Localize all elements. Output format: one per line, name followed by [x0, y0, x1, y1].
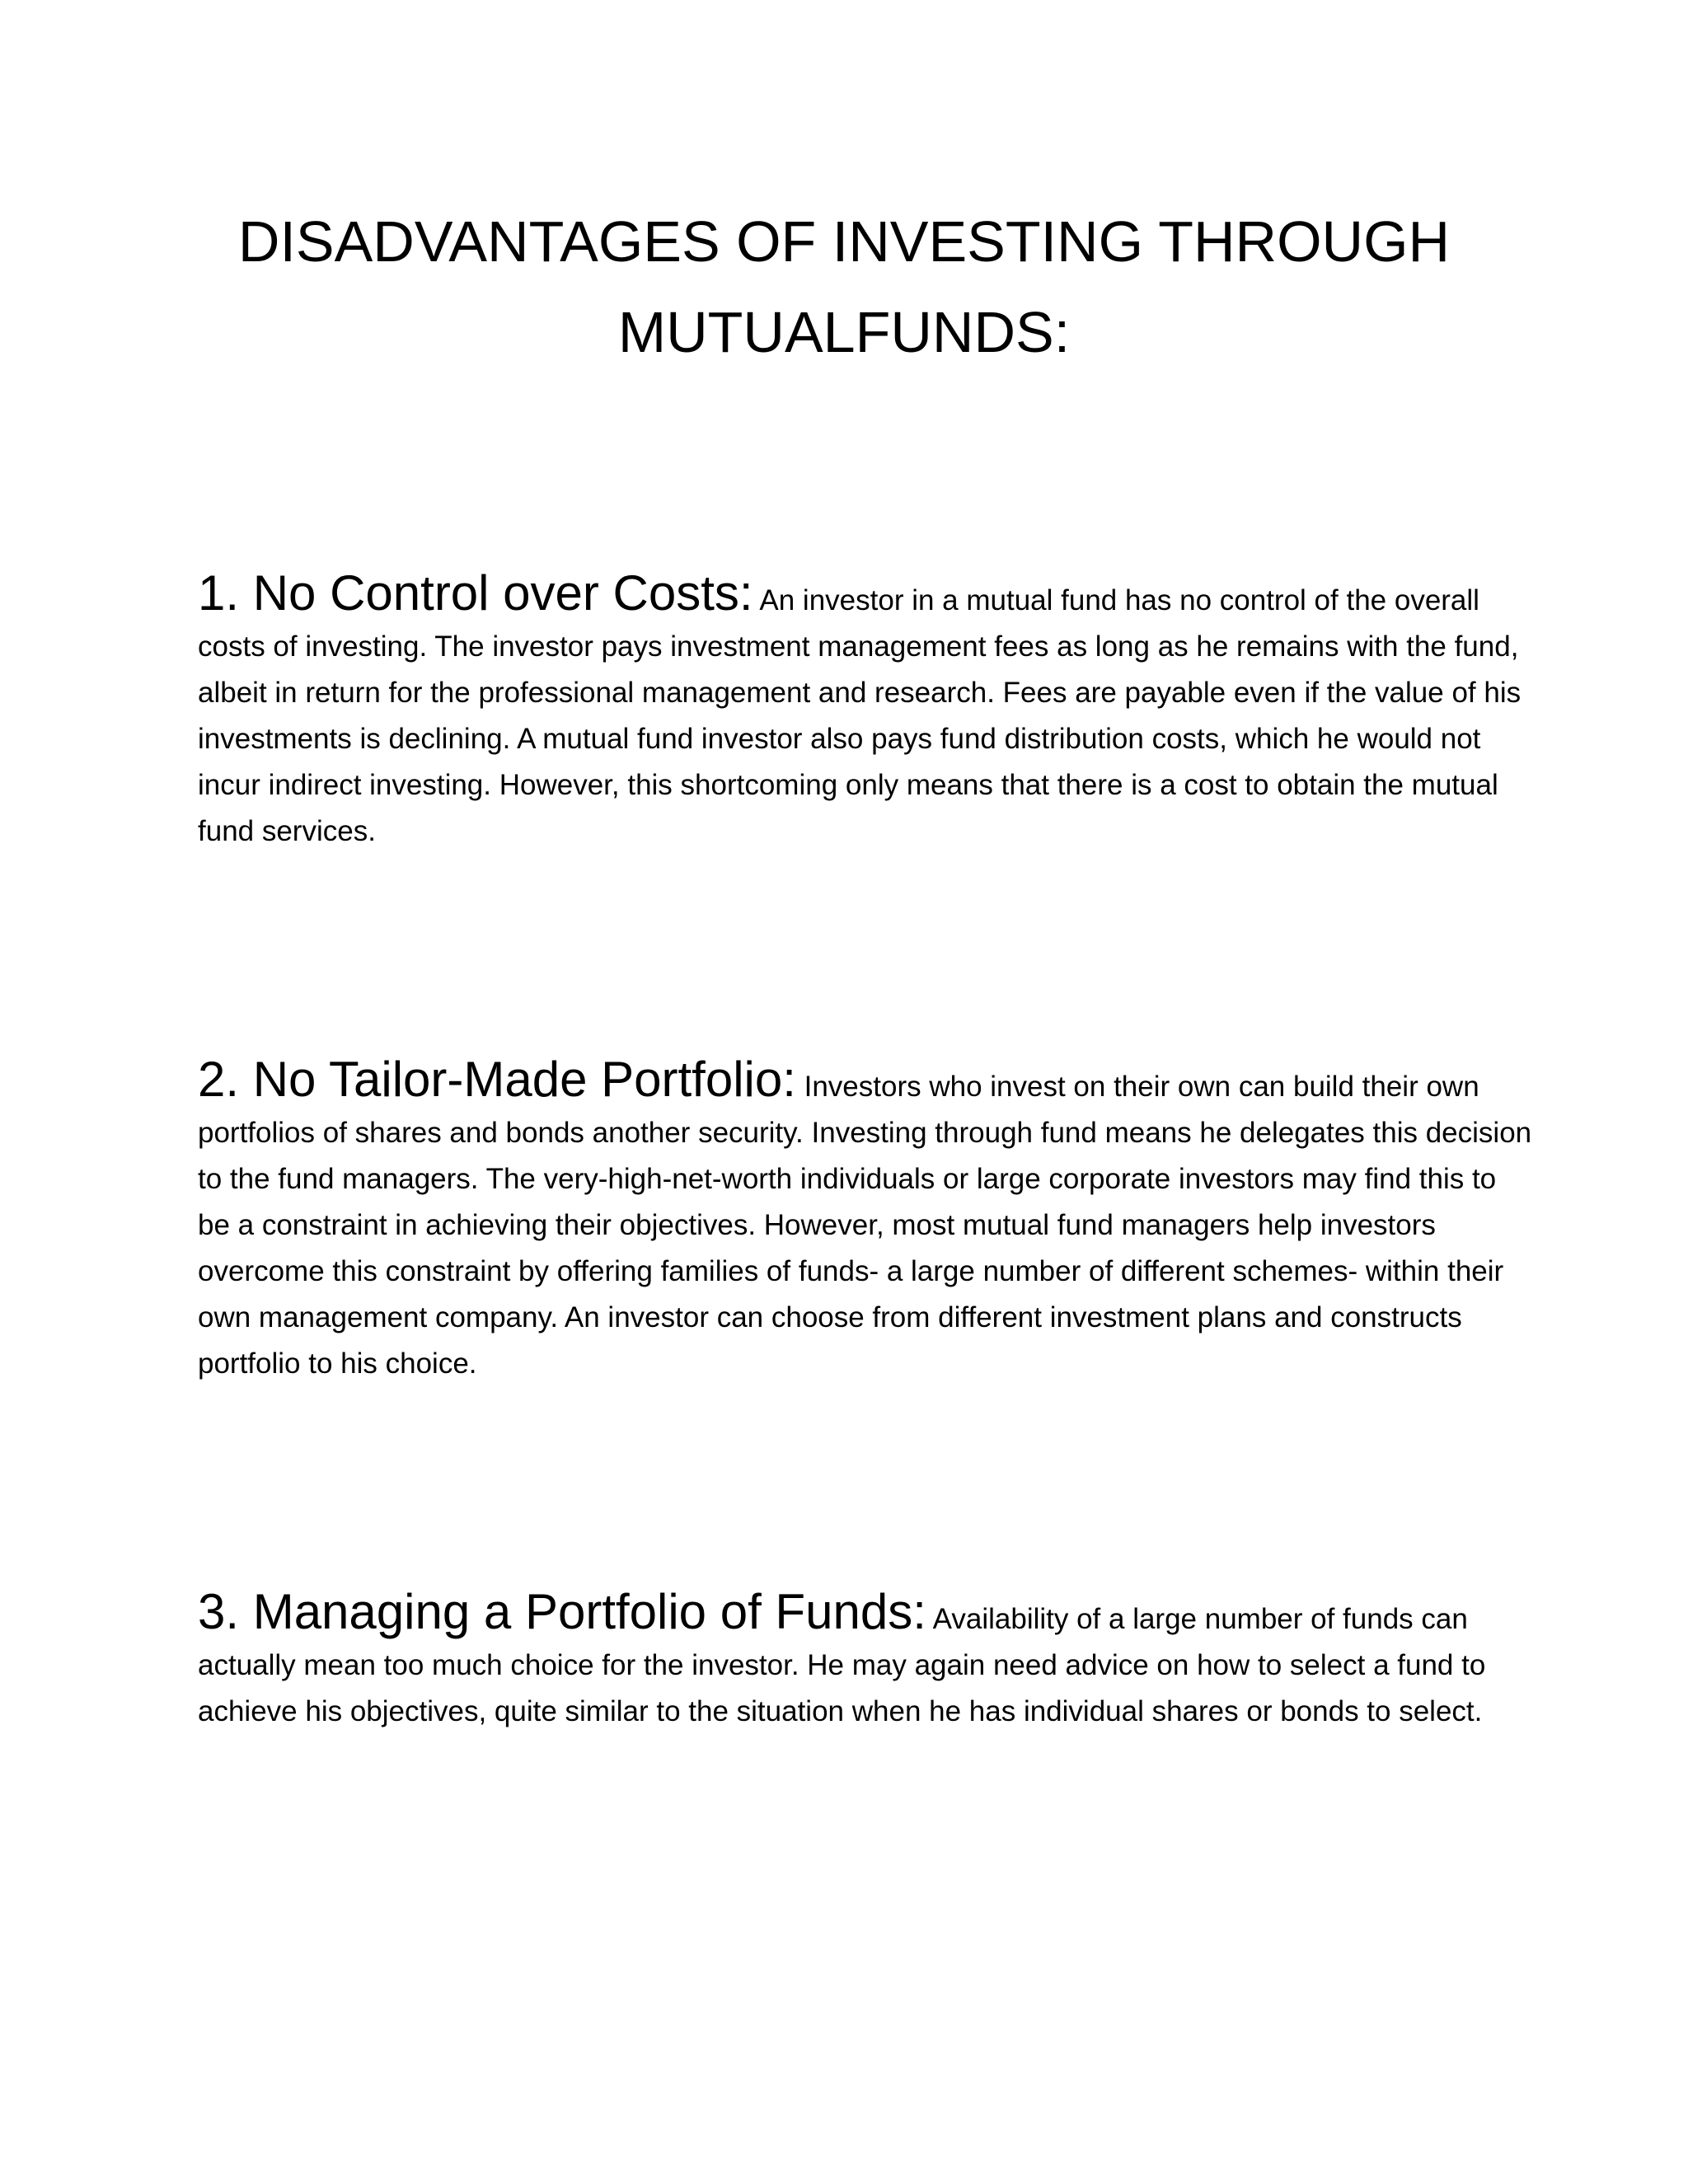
section-no-control-over-costs: [198, 565, 1533, 855]
section-body: Availability of a large number of funds can actually mean too much choice for the investor. He may again need advice on how to select a fund to achieve his objectives, quite similar to the situation when he has individual shares or bonds to select.: [198, 1603, 1486, 1727]
section-heading: 2. No Tailor-Made Portfolio:: [198, 1052, 796, 1107]
section-heading: 1. No Control over Costs:: [198, 565, 753, 621]
section-heading: 3. Managing a Portfolio of Funds:: [198, 1584, 926, 1639]
page-title-line-2: MUTUALFUNDS:: [617, 300, 1071, 364]
section-body: Investors who invest on their own can build their own portfolios of shares and bonds another security. Investing through fund means he delegates this decision to the fund managers. The very-high-net-worth individuals or large corporate investors may find this to be a constraint in achieving their objectives. However, most mutual fund managers help investors overcome this constraint by offering families of funds- a large number of different schemes- within their own management company. An investor can choose from different investment plans and constructs portfolio to his choice.: [198, 1071, 1532, 1380]
section-managing-portfolio-of-funds: [198, 1584, 1533, 1735]
section-body: An investor in a mutual fund has no control of the overall costs of investing. The investor pays investment management fees as long as he remains with the fund, albeit in return for the professional management and research. Fees are payable even if the value of his investments is declining. A mutual fund investor also pays fund distribution costs, which he would not incur indirect investing. However, this shortcoming only means that there is a cost to obtain the mutual fund services.: [198, 584, 1522, 847]
page-title-line-1: DISADVANTAGES OF INVESTING THROUGH: [237, 209, 1451, 274]
section-no-tailor-made-portfolio: [198, 1052, 1533, 1387]
page-title: [165, 196, 1523, 377]
